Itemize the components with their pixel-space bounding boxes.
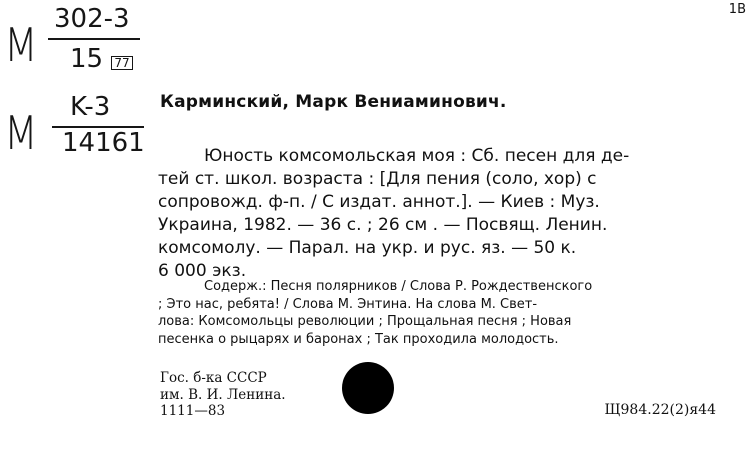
description-line: Украина, 1982. — 36 с. ; 26 см . — Посвящ. Ленин. <box>158 215 608 235</box>
description-line: 6 000 экз. <box>158 261 247 281</box>
description-line: комсомолу. — Парал. на укр. и рус. яз. — 50 к. <box>158 238 577 258</box>
callnumber-1-top: 302-3 <box>54 4 130 34</box>
library-line: Гос. б-ка СССР <box>160 370 267 386</box>
callnumber-1-divider <box>48 38 140 40</box>
contents-line: песенка о рыцарях и баронах ; Так проходила молодость. <box>158 331 559 347</box>
classification-mark: Щ984.22(2)я44 <box>604 402 716 418</box>
callnumber-2-bottom: 14161 <box>62 128 145 158</box>
corner-mark: 1B <box>728 2 746 17</box>
contents-line: Содерж.: Песня полярников / Слова Р. Рождественского <box>204 279 593 294</box>
bibliographic-description <box>158 145 713 283</box>
contents-note <box>158 278 713 348</box>
punch-hole <box>342 362 394 414</box>
callnumber-1-bottom <box>70 44 133 74</box>
library-line: 1111—83 <box>160 403 226 419</box>
callnumber-1-bottom-number: 15 <box>70 44 104 74</box>
callnumber-1-prefix: M <box>4 18 39 72</box>
library-imprint <box>160 370 286 420</box>
callnumber-2-prefix: M <box>4 106 39 160</box>
description-line: сопровожд. ф-п. / С издат. аннот.]. — Киев : Муз. <box>158 192 600 212</box>
contents-line: ; Это нас, ребята! / Слова М. Энтина. На слова М. Свет- <box>158 296 538 312</box>
callnumber-2-top: K-3 <box>70 92 111 122</box>
callnumber-1-superscript: 77 <box>111 56 132 70</box>
description-line: тей ст. школ. возраста : [Для пения (соло, хор) с <box>158 169 597 189</box>
contents-line: лова: Комсомольцы революции ; Прощальная песня ; Новая <box>158 314 572 329</box>
description-line: Юность комсомольская моя : Сб. песен для де- <box>204 146 630 166</box>
author-heading: Карминский, Марк Вениаминович. <box>160 92 507 112</box>
library-line: им. В. И. Ленина. <box>160 386 286 403</box>
